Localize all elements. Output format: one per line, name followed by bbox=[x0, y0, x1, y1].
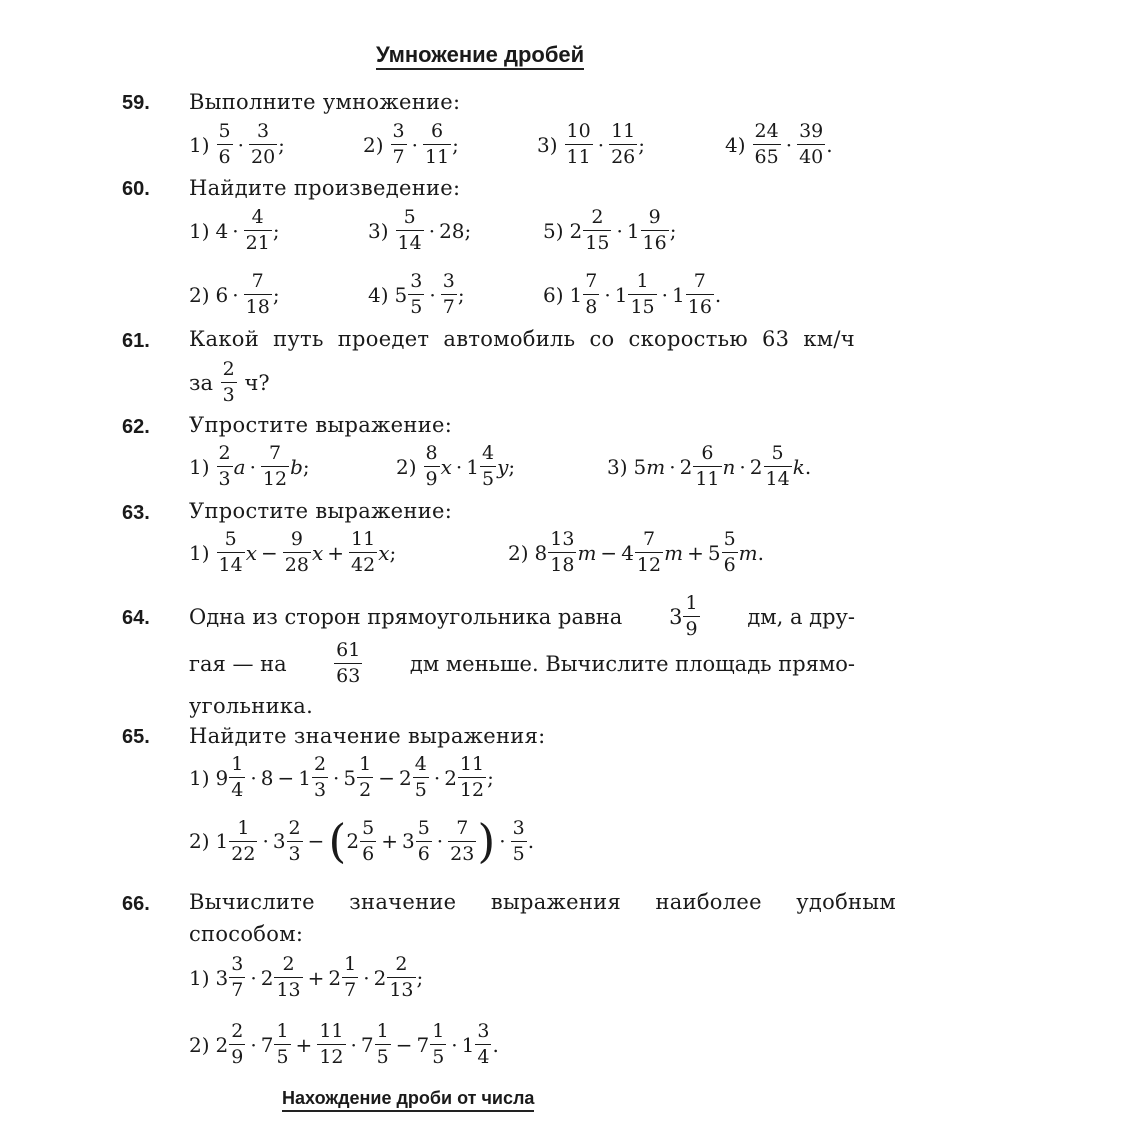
problem-text-60: Найдите произведение: bbox=[189, 176, 461, 200]
ex-65-2: 2) 1 $\frac{1}{22}$ · 3 $\frac{2}{3}$ − ( 2 $\frac{5}{6}$ + 3 $\frac{5}{6}$ · $\frac{7}{23}$ ) · $\frac{3}{5}$ . bbox=[189, 814, 535, 868]
problem-number-63: 63. bbox=[122, 502, 150, 524]
problem-number-59: 59. bbox=[122, 92, 150, 114]
ex-62-1: 1) $\frac{2}{3}$ a · $\frac{7}{12}$ b ; bbox=[189, 442, 310, 490]
ex-63-2: 2) 8 $\frac{13}{18}$ m − 4 $\frac{7}{12}$ m + 5 $\frac{5}{6}$ m . bbox=[508, 528, 764, 576]
ex-59-4: 4) $\frac{24}{65}$ · $\frac{39}{40}$ . bbox=[725, 120, 833, 168]
ex-63-1: 1) $\frac{5}{14}$ x − $\frac{9}{28}$ x + $\frac{11}{42}$ x ; bbox=[189, 528, 397, 576]
ex-59-2: 2) $\frac{3}{7}$ · $\frac{6}{11}$ ; bbox=[363, 120, 459, 168]
problem-text-66-line2: способом: bbox=[189, 922, 304, 946]
ex-62-3: 3) 5 m · 2 $\frac{6}{11}$ n · 2 $\frac{5}{14}$ k . bbox=[607, 442, 812, 490]
ex-60-6: 6) 1 $\frac{7}{8}$ · 1 $\frac{1}{15}$ · 1 $\frac{7}{16}$ . bbox=[543, 270, 722, 318]
section-title: Умножение дробей bbox=[376, 42, 584, 70]
problem-text-64-line1: Одна из сторон прямоугольника равна 3 $\frac{1}{9}$ дм, а дру- bbox=[189, 592, 855, 640]
ex-60-5: 5) 2 $\frac{2}{15}$ · 1 $\frac{9}{16}$ ; bbox=[543, 206, 677, 254]
problem-text-63: Упростите выражение: bbox=[189, 499, 453, 523]
problem-text-65: Найдите значение выражения: bbox=[189, 724, 546, 748]
problem-text-61-line1: Какой путь проедет автомобиль со скоростью 63 км/ч bbox=[189, 327, 855, 351]
problem-number-61: 61. bbox=[122, 330, 150, 352]
problem-text-64-line2: гая — на $\frac{61}{63}$ дм меньше. Вычислите площадь прямо- bbox=[189, 639, 855, 687]
problem-number-60: 60. bbox=[122, 178, 150, 200]
ex-59-3: 3) $\frac{10}{11}$ · $\frac{11}{26}$ ; bbox=[537, 120, 646, 168]
problem-number-65: 65. bbox=[122, 726, 150, 748]
ex-66-2: 2) 2 $\frac{2}{9}$ · 7 $\frac{1}{5}$ + $\frac{11}{12}$ · 7 $\frac{1}{5}$ − 7 $\frac{1}{5}$ · 1 $\frac{3}{4}$ . bbox=[189, 1020, 499, 1068]
ex-60-1: 1) 4 · $\frac{4}{21}$ ; bbox=[189, 206, 280, 254]
problem-text-66-line1: Вычислите значение выражения наиболее удобным bbox=[189, 890, 896, 914]
ex-65-1: 1) 9 $\frac{1}{4}$ · 8 − 1 $\frac{2}{3}$ · 5 $\frac{1}{2}$ − 2 $\frac{4}{5}$ · 2 $\frac{11}{12}$ ; bbox=[189, 753, 494, 801]
next-section-title: Нахождение дроби от числа bbox=[282, 1088, 534, 1112]
problem-number-66: 66. bbox=[122, 893, 150, 915]
problem-number-62: 62. bbox=[122, 416, 150, 438]
ex-60-4: 4) 5 $\frac{3}{5}$ · $\frac{3}{7}$ ; bbox=[368, 270, 465, 318]
problem-text-62: Упростите выражение: bbox=[189, 413, 453, 437]
problem-number-64: 64. bbox=[122, 607, 150, 629]
problem-text-64-line3: угольника. bbox=[189, 694, 314, 718]
ex-66-1: 1) 3 $\frac{3}{7}$ · 2 $\frac{2}{13}$ + 2 $\frac{1}{7}$ · 2 $\frac{2}{13}$ ; bbox=[189, 953, 424, 1001]
ex-60-2: 2) 6 · $\frac{7}{18}$ ; bbox=[189, 270, 280, 318]
problem-text-59: Выполните умножение: bbox=[189, 90, 461, 114]
ex-59-1: 1) $\frac{5}{6}$ · $\frac{3}{20}$ ; bbox=[189, 120, 285, 168]
ex-62-2: 2) $\frac{8}{9}$ x · 1 $\frac{4}{5}$ y ; bbox=[396, 442, 516, 490]
problem-text-61-line2: за $\frac{2}{3}$ ч? bbox=[189, 358, 270, 406]
ex-60-3: 3) $\frac{5}{14}$ · 28; bbox=[368, 206, 472, 254]
